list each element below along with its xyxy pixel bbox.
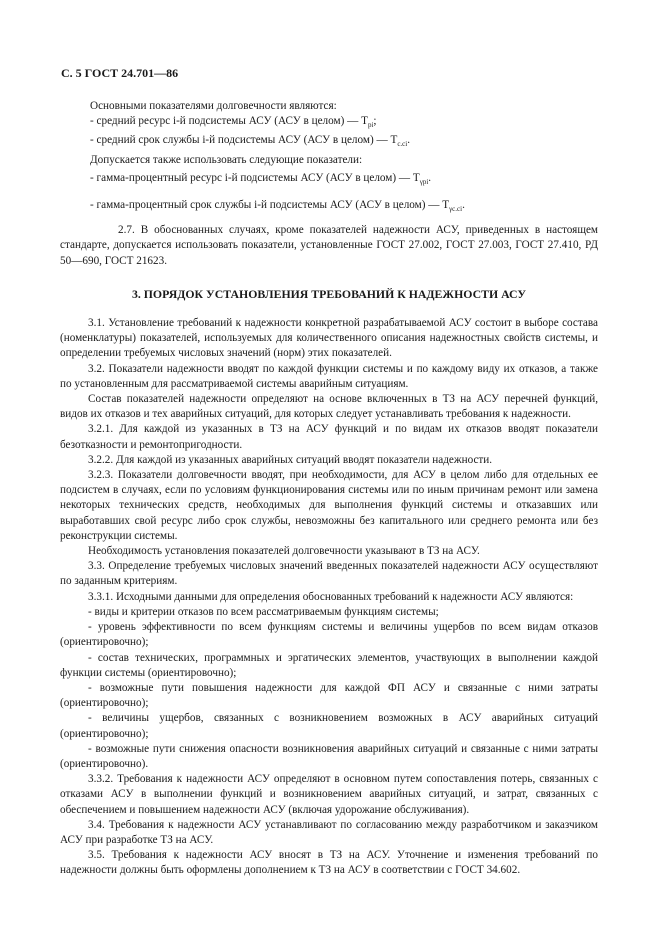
item-end: . [407,134,411,147]
section-3-paragraph: - возможные пути повышения надежности для каждой ФП АСУ и связанные с ними затраты (ориентировочно); [60,681,598,710]
durability-item-mean-service-life [90,133,598,152]
item-text: - средний ресурс i-й подсистемы АСУ (АСУ в целом) — T [90,115,368,128]
section-3-paragraph: - возможные пути снижения опасности возникновения аварийных ситуаций и связанные с ними затраты (ориентировочно). [60,742,598,770]
section-title: 3. ПОРЯДОК УСТАНОВЛЕНИЯ ТРЕБОВАНИЙ К НАДЕЖНОСТИ АСУ [131,286,527,301]
section-3-paragraph: 3.1. Установление требований к надежности конкретной разрабатываемой АСУ состоит в выборе состава (номенклатуры) показателей, используемых для количественного описания надежностных свойств системы, и определении требуемых числовых значений (норм) этих показателей. [60,317,598,360]
item-text: - средний срок службы i-й подсистемы АСУ (АСУ в целом) — T [90,134,398,147]
section-3-paragraph: Необходимость установления показателей долговечности указывают в ТЗ на АСУ. [88,545,480,558]
symbol-subscript: c.ci [397,140,408,149]
durability-intro: Основными показателями долговечности являются: [90,100,337,112]
additional-indicators-intro: Допускается также использовать следующие показатели: [90,153,363,166]
section-3-paragraph: 3.3.1. Исходными данными для определения обоснованных требований к надежности АСУ являются: [88,590,574,603]
section-3-paragraph: 3.2.2. Для каждой из указанных аварийных ситуаций вводят показатели надежности. [88,453,493,466]
durability-item-gamma-resource [90,171,598,190]
section-3-paragraph: 3.3.2. Требования к надежности АСУ определяют в основном путем сопоставления потерь, связанных с отказами АСУ в выполнении функций и возникновением аварийных ситуаций, и затрат, связанных с обеспечением и повышением надежности АСУ (включая удорожание обслуживания). [60,773,598,816]
section-3-body [60,316,598,879]
section-3-paragraph: 3.2.3. Показатели долговечности вводят, при необходимости, для АСУ в целом либо для отдельных ее подсистем в случаях, если по условиям функционирования системы или по иным причинам ремонт или замена некоторых технических средств, необходимых для выполнения функций системы и отказавших или выработавших свой ресурс либо срок службы, невозможны без капитального или среднего ремонта или без реконструкции системы. [60,469,598,542]
clause-2-7: 2.7. В обоснованных случаях, кроме показателей надежности АСУ, приведенных в настоящем стандарте, допускается использовать показатели, установленные ГОСТ 27.002, ГОСТ 27.003, ГОСТ 27.410, РД 50—690, ГОСТ 21623. [60,224,598,267]
item-text: - гамма-процентный ресурс i-й подсистемы АСУ (АСУ в целом) — T [90,171,420,184]
section-3-paragraph: 3.3. Определение требуемых числовых значений введенных показателей надежности АСУ осуществляют по заданным критериям. [60,560,598,588]
item-end: . [428,171,432,184]
item-end: ; [373,115,377,128]
section-3-paragraph: 3.2. Показатели надежности вводят по каждой функции системы и по каждому виду их отказов, а также по установленным для рассматриваемой системы аварийным ситуациям. [60,362,598,390]
durability-item-gamma-service-life [90,198,598,217]
section-3-paragraph: 3.5. Требования к надежности АСУ вносят в ТЗ на АСУ. Уточнение и изменения требований по надежности должны быть оформлены дополнением к ТЗ на АСУ в соответствии с ГОСТ 34.602. [60,849,598,877]
section-3-paragraph: 3.2.1. Для каждой из указанных в ТЗ на АСУ функций и по видам их отказов вводят показатели безотказности и ремонтопригодности. [60,423,598,451]
item-end: . [462,199,465,212]
section-3-paragraph: - уровень эффективности по всем функциям системы и величины ущербов по всем видам отказов (ориентировочно); [60,621,598,649]
symbol-subscript: γc.ci [449,205,463,214]
symbol-subscript: pi [367,121,374,130]
section-3-paragraph: Состав показателей надежности определяют на основе включенных в ТЗ на АСУ перечней функций, видов их отказов и тех аварийных ситуаций, для которых следует устанавливать требования к надежности. [60,393,598,421]
item-text: - гамма-процентный срок службы i-й подсистемы АСУ (АСУ в целом) — T [90,199,450,212]
section-3-paragraph: - состав технических, программных и эргатических элементов, участвующих в выполнении каждой функции системы (ориентировочно); [60,651,598,679]
section-3-paragraph: - виды и критерии отказов по всем рассматриваемым функциям системы; [88,605,439,618]
page-content [60,99,598,879]
symbol-subscript: γpi [419,177,429,186]
durability-item-mean-resource [90,114,598,133]
section-3-paragraph: 3.4. Требования к надежности АСУ устанавливают по согласованию между разработчиком и заказчиком АСУ при разработке ТЗ на АСУ. [60,818,598,846]
page-header: С. 5 ГОСТ 24.701—86 [61,66,179,80]
section-3-paragraph: - величины ущербов, связанных с возникновением возможных в АСУ аварийных ситуаций (ориентировочно); [60,712,598,740]
